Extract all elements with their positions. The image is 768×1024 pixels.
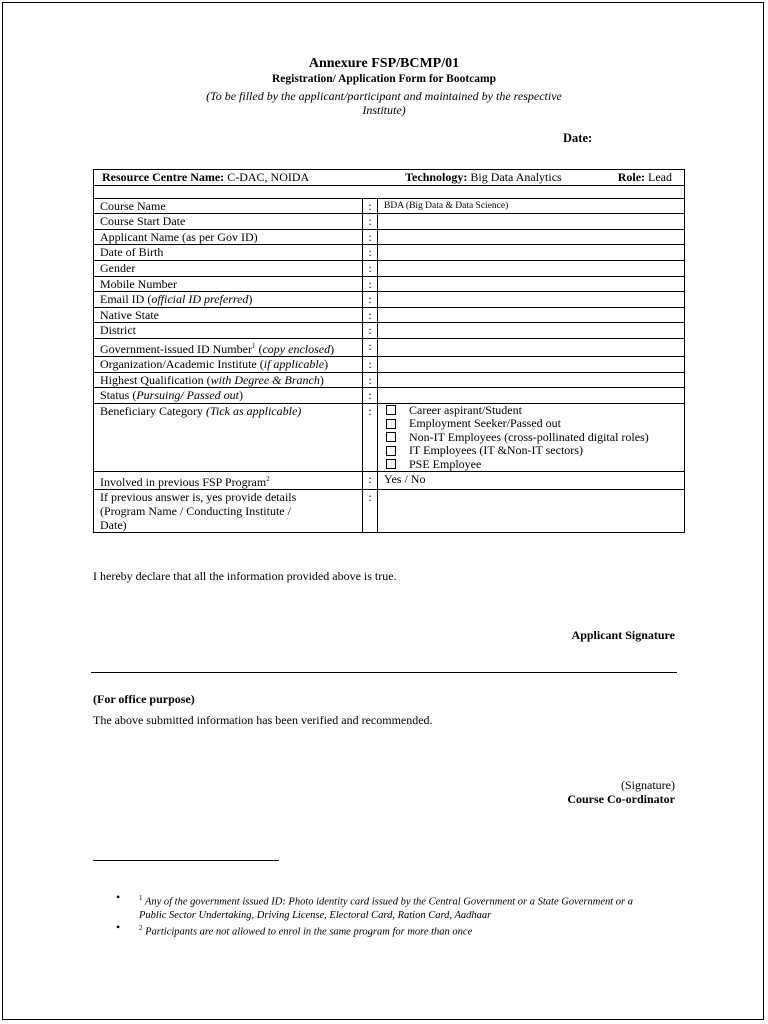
beneficiary-options xyxy=(378,403,685,472)
technology: Technology: Big Data Analytics xyxy=(405,170,562,184)
resource-centre: Resource Centre Name: C-DAC, NOIDA xyxy=(102,170,310,184)
checkbox-option[interactable]: Non-IT Employees (cross-pollinated digital roles) xyxy=(384,431,684,445)
organization-field[interactable] xyxy=(378,356,685,372)
resource-row xyxy=(94,170,685,186)
applicant-signature: Applicant Signature xyxy=(571,628,675,642)
table-row: Email ID (official ID preferred) : xyxy=(94,292,685,308)
email-field[interactable] xyxy=(378,292,685,308)
table-row: Involved in previous FSP Program$^2$ : Yes / No xyxy=(94,472,685,490)
native-state-field[interactable] xyxy=(378,307,685,323)
form-title: Annexure FSP/BCMP/01 xyxy=(308,56,460,71)
table-row: If previous answer is, yes provide details (Program Name / Conducting Institute / Date) : xyxy=(94,490,685,533)
table-row: Date of Birth : xyxy=(94,245,685,261)
table-row: Status (Pursuing/ Passed out) : xyxy=(94,388,685,404)
district-field[interactable] xyxy=(378,323,685,339)
form-note: (To be filled by the applicant/participant and maintained by the respective Institute) xyxy=(206,89,562,117)
form-subtitle: Registration/ Application Form for Bootcamp xyxy=(271,73,497,85)
checkbox-option[interactable]: IT Employees (IT &Non-IT sectors) xyxy=(384,444,684,458)
checkbox-icon[interactable] xyxy=(386,432,396,442)
gov-id-field[interactable] xyxy=(378,338,685,356)
gender-field[interactable] xyxy=(378,260,685,276)
table-row: Native State : xyxy=(94,307,685,323)
office-purpose: (For office purpose) xyxy=(93,692,195,706)
table-row: Beneficiary Category (Tick as applicable) : Career aspirant/Student Employment Seeker/Passed out Non-IT Employees (cross-pollinated digital roles) IT Employees (IT &Non-IT sectors) PSE Employee xyxy=(94,403,685,472)
registration-table xyxy=(93,169,685,533)
qualification-field[interactable] xyxy=(378,372,685,388)
course-start-field[interactable] xyxy=(378,214,685,230)
verified-text: The above submitted information has been verified and recommended. xyxy=(93,713,433,727)
checkbox-option[interactable]: PSE Employee xyxy=(384,458,684,472)
checkbox-icon[interactable] xyxy=(386,446,396,456)
spacer-row xyxy=(94,185,685,198)
previous-details-field[interactable] xyxy=(378,490,685,533)
footnote-1: • $^1$ Any of the government issued ID: Photo identity card issued by the Central Government or a State Government or a Public Sector Undertaking, Driving License, Electoral Card, Ration Card, Aadhaar xyxy=(116,890,633,921)
table-row: Course Name : BDA (Big Data & Data Science) xyxy=(94,198,685,214)
applicant-name-field[interactable] xyxy=(378,229,685,245)
checkbox-option[interactable]: Employment Seeker/Passed out xyxy=(384,417,684,431)
coordinator-signature: (Signature) Course Co-ordinator xyxy=(567,778,675,806)
status-field[interactable] xyxy=(378,388,685,404)
declaration: I hereby declare that all the information provided above is true. xyxy=(93,569,397,583)
role: Role: Lead xyxy=(617,170,672,184)
checkbox-icon[interactable] xyxy=(386,459,396,469)
checkbox-icon[interactable] xyxy=(386,419,396,429)
dob-field[interactable] xyxy=(378,245,685,261)
footnote-2: • $^2$ Participants are not allowed to enrol in the same program for more than once xyxy=(116,920,473,938)
table-row: Mobile Number : xyxy=(94,276,685,292)
field-label: Course Name xyxy=(94,198,363,214)
table-row: Applicant Name (as per Gov ID) : xyxy=(94,229,685,245)
table-row: Course Start Date : xyxy=(94,214,685,230)
date-label: Date: xyxy=(563,131,593,145)
table-row: Government-issued ID Number$^1$ (copy enclosed) : xyxy=(94,338,685,356)
divider xyxy=(91,672,677,673)
checkbox-icon[interactable] xyxy=(386,405,396,415)
table-row: Organization/Academic Institute (if applicable) : xyxy=(94,356,685,372)
table-row: District : xyxy=(94,323,685,339)
mobile-field[interactable] xyxy=(378,276,685,292)
previous-program-field[interactable]: Yes / No xyxy=(378,472,685,490)
table-row: Highest Qualification (with Degree & Branch) : xyxy=(94,372,685,388)
course-name-value[interactable]: BDA (Big Data & Data Science) xyxy=(378,198,685,214)
table-row: Gender : xyxy=(94,260,685,276)
checkbox-option[interactable]: Career aspirant/Student xyxy=(384,404,684,418)
footnote-divider xyxy=(93,860,279,861)
